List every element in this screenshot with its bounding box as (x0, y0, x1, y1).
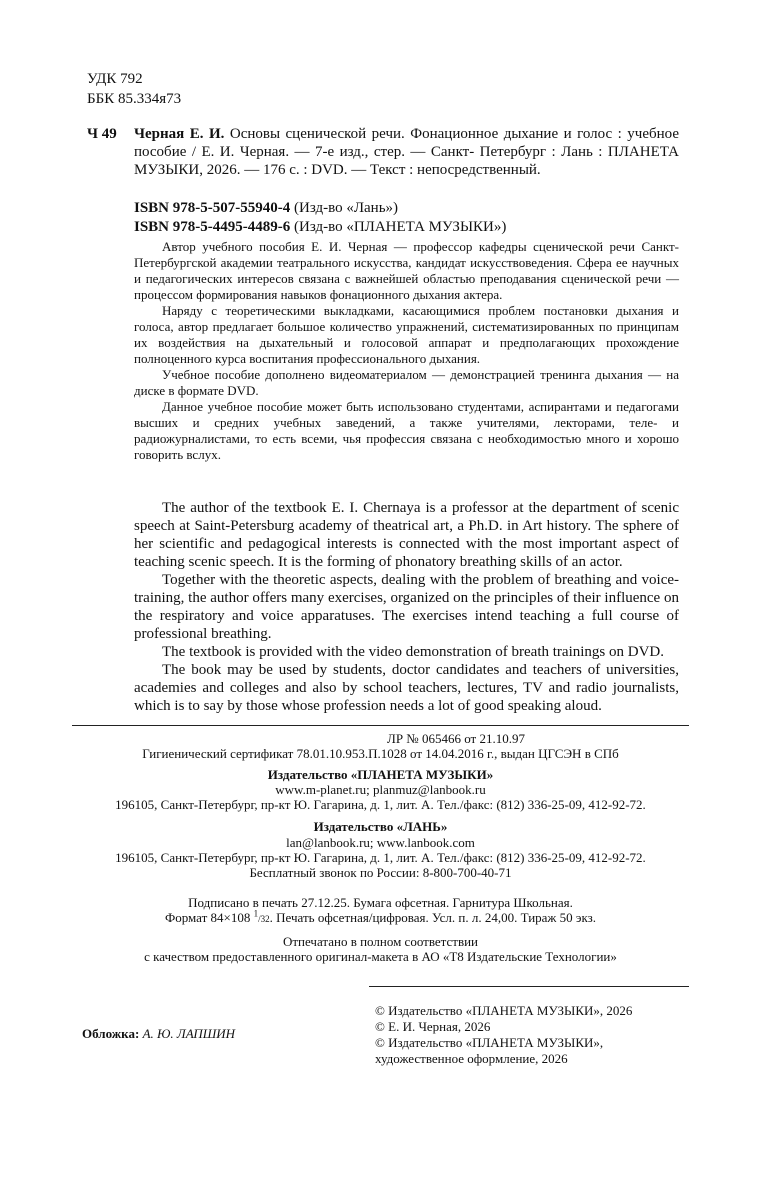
record-description: Основы сценической речи. Фонационное дыхание и голос : учебное пособие / Е. И. Черная. — 7-е изд., стер. — Санкт- Петербург : Лань : ПЛАНЕТА МУЗЫКИ, 2026. — 176 с. : DVD. — Текст : непосредственный. (134, 126, 679, 178)
format-prefix: Формат 84×108 (164, 910, 254, 925)
print-format (72, 910, 689, 927)
hygiene-certificate: Гигиенический сертификат 78.01.10.953.П.1028 от 14.04.2016 г., выдан ЦГСЭН в СПб (142, 746, 619, 761)
isbn-lan-publisher: (Изд-во «Лань») (294, 200, 399, 216)
publisher-planeta-address: 196105, Санкт-Петербург, пр-кт Ю. Гагарина, д. 1, лит. А. Тел./факс: (812) 336-25-09, 412-92-72. (115, 797, 646, 812)
isbn-planeta-publisher: (Изд-во «ПЛАНЕТА МУЗЫКИ») (294, 219, 507, 235)
publisher-lan-contacts: lan@lanbook.ru; www.lanbook.com (286, 835, 475, 850)
isbn-planeta-number: ISBN 978-5-4495-4489-6 (134, 219, 291, 235)
format-fraction-denominator: /32 (258, 914, 270, 924)
publisher-lan-address: 196105, Санкт-Петербург, пр-кт Ю. Гагарина, д. 1, лит. А. Тел./факс: (812) 336-25-09, 412-92-72. (115, 850, 646, 865)
annotation-en-paragraph: The author of the textbook E. I. Chernaya is a professor at the department of scenic speech at Saint-Petersburg academy of theatrical art, a Ph.D. in Art history. The sphere of her scientific and pedagogical interests is connected with the most important aspect of teaching scenic speech. It is the forming of phonatory breathing skills of an actor. (134, 500, 679, 570)
format-suffix: . Печать офсетная/цифровая. Усл. п. л. 24,00. Тираж 50 экз. (269, 910, 597, 925)
publisher-planeta-contacts: www.m-planet.ru; planmuz@lanbook.ru (275, 782, 486, 797)
copyright-line: художественное оформление, 2026 (375, 1051, 568, 1066)
annotation-ru-paragraph: Наряду с теоретическими выкладками, касающимися проблем постановки дыхания и голоса, автор предлагает большое количество упражнений, систематизированных по принципам их воздействия на дыхательный и голосовой аппарат и предполагающих прохождение полноценного курса воспитания профессионального дыхания. (134, 303, 679, 366)
printed-line-1: Отпечатано в полном соответствии (282, 934, 479, 949)
cover-credit (82, 1026, 235, 1042)
printed-line-2: с качеством предоставленного оригинал-макета в АО «Т8 Издательские Технологии» (144, 949, 617, 964)
record-author: Черная Е. И. (134, 126, 225, 142)
annotation-en-paragraph: The textbook is provided with the video demonstration of breath trainings on DVD. (162, 644, 664, 660)
copyright-rule (369, 986, 689, 987)
print-signed: Подписано в печать 27.12.25. Бумага офсетная. Гарнитура Школьная. (188, 895, 573, 910)
cover-credit-artist: А. Ю. ЛАПШИН (142, 1026, 236, 1041)
bbk-code: ББК 85.334я73 (87, 91, 182, 107)
copyright-block (375, 1003, 632, 1067)
copyright-line: © Издательство «ПЛАНЕТА МУЗЫКИ», 2026 (375, 1003, 633, 1018)
annotation-ru-paragraph: Автор учебного пособия Е. И. Черная — профессор кафедры сценической речи Санкт-Петербургской академии театрального искусства, кандидат искусствоведения. Сфера ее научных и педагогических интересов связана с важнейшей областью преподавания сценической речи — процессом формирования навыков фонационного дыхания актера. (134, 239, 679, 302)
annotation-en-paragraph: Together with the theoretic aspects, dealing with the problem of breathing and voice-training, the author offers many exercises, organized on the principles of their influence on the respiratory and voice apparatuses. The exercises intend teaching a full course of professional breathing. (134, 572, 679, 642)
copyright-line: © Е. И. Черная, 2026 (375, 1019, 491, 1034)
separator-rule (72, 725, 689, 726)
isbn-lan (134, 199, 398, 217)
isbn-lan-number: ISBN 978-5-507-55940-4 (134, 200, 291, 216)
bibliographic-record (134, 125, 679, 179)
annotation-ru-paragraph: Учебное пособие дополнено видеоматериалом — демонстрацией тренинга дыхания — на диске в формате DVD. (134, 367, 679, 398)
license-line: ЛР № 065466 от 21.10.97 (387, 731, 525, 746)
annotation-ru-paragraph: Данное учебное пособие может быть использовано студентами, аспирантами и педагогами высших и средних учебных заведений, а также учителями, лекторами, теле- и радиожурналистами, то есть всеми, чья профессия связана с необходимостью много и хорошо говорить вслух. (134, 399, 679, 462)
copyright-line: © Издательство «ПЛАНЕТА МУЗЫКИ», (375, 1035, 604, 1050)
publisher-planeta-name: Издательство «ПЛАНЕТА МУЗЫКИ» (267, 767, 494, 782)
format-fraction-numerator: 1 (253, 908, 259, 919)
cover-credit-label: Обложка: (82, 1026, 140, 1041)
annotation-en (134, 499, 679, 715)
annotation-en-paragraph: The book may be used by students, doctor candidates and teachers of universities, academies and colleges and also by school teachers, lectures, TV and radio journalists, which is to say by those whose profession needs a lot of good speaking aloud. (134, 662, 679, 714)
publisher-lan-phone: Бесплатный звонок по России: 8-800-700-40-71 (249, 865, 512, 880)
author-sign: Ч 49 (87, 126, 117, 142)
isbn-planeta (134, 218, 506, 236)
publisher-lan-name: Издательство «ЛАНЬ» (313, 819, 448, 834)
annotation-ru (134, 239, 679, 463)
udk-code: УДК 792 (87, 71, 143, 87)
